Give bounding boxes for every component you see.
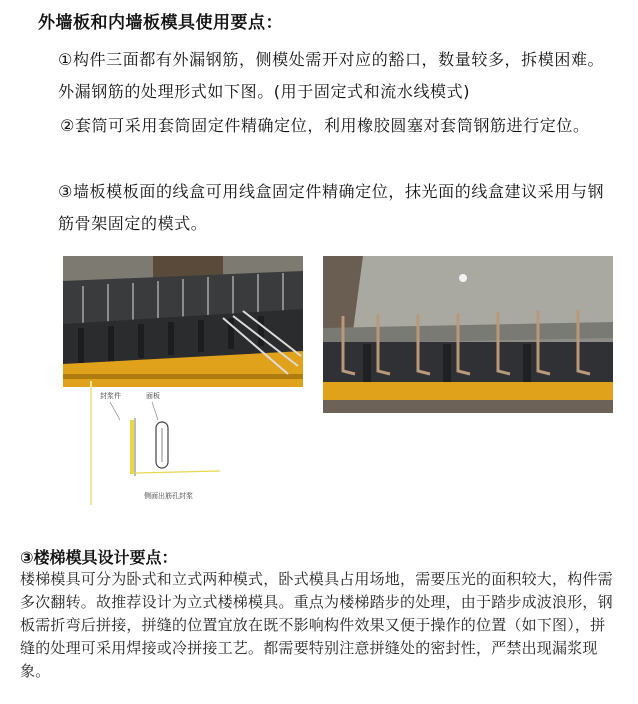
diagram-caption: 侧面出筋孔封浆 xyxy=(144,492,193,500)
section1-item-1: ①构件三面都有外漏钢筋，侧模处需开对应的豁口，数量较多，拆模困难。外漏钢筋的处理形式如下图。(用于固定式和流水线模式) xyxy=(58,50,605,101)
diagram-label-seal: 封浆件 xyxy=(100,392,121,400)
wall-mold-photo xyxy=(63,256,303,387)
rebar-seal-diagram xyxy=(90,380,220,505)
section2-body: 楼梯模具可分为卧式和立式两种模式，卧式模具占用场地，需要压光的面积较大，构件需多次翻转。故推荐设计为立式楼梯模具。重点为楼梯踏步的处理，由于踏步成波浪形，钢板需折弯后拼接，拼缝的位置宜放在既不影响构件效果又便于操作的位置（如下图），拼缝的处理可采用焊接或冷拼接工艺。都需要特别注意拼缝处的密封性，严禁出现漏浆现象。 xyxy=(20,570,613,680)
diagram-label-panel: 面板 xyxy=(146,392,160,400)
section2-title: ③楼梯模具设计要点： xyxy=(20,548,178,567)
panel-mold-photo xyxy=(323,256,613,413)
section1-item-3: ③墙板模板面的线盒可用线盒固定件精确定位，抹光面的线盒建议采用与钢筋骨架固定的模式。 xyxy=(58,182,605,233)
section1-title: 外墙板和内墙板模具使用要点： xyxy=(38,13,283,33)
section1-item-2: ②套筒可采用套筒固定件精确定位，利用橡胶圆塞对套筒钢筋进行定位。 xyxy=(60,116,590,135)
